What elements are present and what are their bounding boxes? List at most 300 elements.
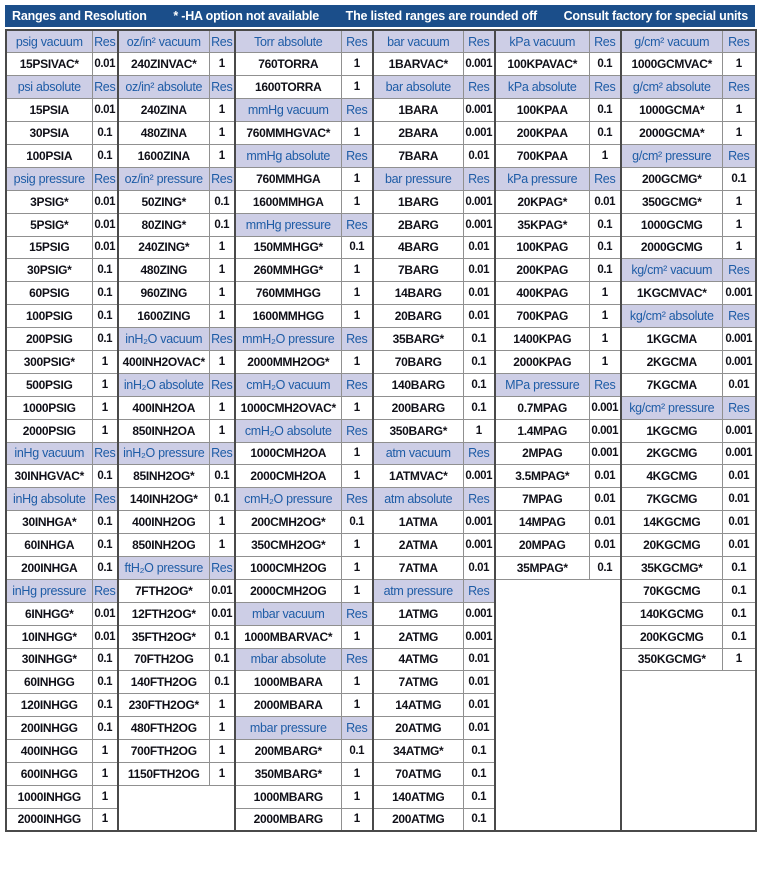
res-column-header: Res — [209, 167, 235, 190]
resolution-cell: 1 — [341, 282, 373, 305]
range-cell: 260MMHGG* — [235, 259, 341, 282]
range-cell: 200BARG — [373, 396, 463, 419]
range-cell: 480ZING — [118, 259, 209, 282]
resolution-cell: 1 — [722, 99, 756, 122]
resolution-cell: 0.001 — [722, 419, 756, 442]
resolution-cell: 1 — [722, 53, 756, 76]
resolution-cell: 0.1 — [209, 488, 235, 511]
resolution-cell: 0.1 — [92, 122, 118, 145]
table-row — [6, 167, 756, 190]
table-row — [6, 465, 756, 488]
unit-section-header: inH₂O pressure — [118, 442, 209, 465]
range-cell: 1ATMG — [373, 602, 463, 625]
resolution-cell: 0.01 — [209, 579, 235, 602]
range-cell: 15PSIVAC* — [6, 53, 92, 76]
range-cell: 2000MMH2OG* — [235, 350, 341, 373]
resolution-cell: 0.1 — [209, 190, 235, 213]
resolution-cell: 1 — [341, 396, 373, 419]
resolution-cell: 1 — [92, 373, 118, 396]
range-cell: 2BARA — [373, 122, 463, 145]
resolution-cell: 1 — [341, 579, 373, 602]
range-cell: 30INHGA* — [6, 511, 92, 534]
range-cell: 2MPAG — [495, 442, 589, 465]
resolution-cell: 1 — [341, 76, 373, 99]
unit-section-header: oz/in² vacuum — [118, 30, 209, 53]
unit-section-header: cmH₂O absolute — [235, 419, 341, 442]
resolution-cell: 0.01 — [722, 373, 756, 396]
resolution-cell: 0.1 — [92, 671, 118, 694]
range-cell: 140INH2OG* — [118, 488, 209, 511]
range-cell: 1600ZING — [118, 305, 209, 328]
unit-section-header: mmHg vacuum — [235, 99, 341, 122]
resolution-cell: 0.001 — [722, 328, 756, 351]
unit-section-header: cmH₂O pressure — [235, 488, 341, 511]
range-cell: 200PSIG — [6, 328, 92, 351]
resolution-cell: 0.001 — [463, 511, 495, 534]
table-row — [6, 579, 756, 602]
resolution-cell: 1 — [209, 534, 235, 557]
res-column-header: Res — [341, 213, 373, 236]
table-row — [6, 305, 756, 328]
range-cell: 15PSIG — [6, 236, 92, 259]
range-cell: 35MPAG* — [495, 556, 589, 579]
range-cell: 1KGCMVAC* — [621, 282, 722, 305]
resolution-cell: 0.01 — [722, 534, 756, 557]
res-column-header: Res — [463, 167, 495, 190]
range-cell: 34ATMG* — [373, 740, 463, 763]
range-cell: 2000CMH2OA — [235, 465, 341, 488]
unit-section-header: mmHg absolute — [235, 144, 341, 167]
resolution-cell: 0.001 — [463, 122, 495, 145]
range-cell: 4ATMG — [373, 648, 463, 671]
resolution-cell: 0.1 — [463, 328, 495, 351]
resolution-cell: 1 — [341, 808, 373, 831]
resolution-cell: 1 — [463, 419, 495, 442]
range-cell: 350CMH2OG* — [235, 534, 341, 557]
range-cell: 1400KPAG — [495, 328, 589, 351]
range-cell: 400KPAG — [495, 282, 589, 305]
resolution-cell: 0.01 — [463, 259, 495, 282]
range-cell: 7KGCMA — [621, 373, 722, 396]
resolution-cell: 0.1 — [463, 808, 495, 831]
unit-section-header: g/cm² vacuum — [621, 30, 722, 53]
res-column-header: Res — [463, 579, 495, 602]
resolution-cell: 1 — [209, 144, 235, 167]
table-row — [6, 511, 756, 534]
table-row — [6, 648, 756, 671]
range-cell: 2000INHGG — [6, 808, 92, 831]
range-cell: 200KPAA — [495, 122, 589, 145]
unit-section-header: psig vacuum — [6, 30, 92, 53]
resolution-cell: 0.1 — [92, 465, 118, 488]
resolution-cell: 1 — [722, 213, 756, 236]
resolution-cell: 1 — [209, 763, 235, 786]
range-cell: 120INHGG — [6, 694, 92, 717]
ha-option-note: * -HA option not available — [173, 9, 320, 23]
range-cell: 2BARG — [373, 213, 463, 236]
range-cell: 1000MBARG — [235, 785, 341, 808]
range-cell: 760MMHGG — [235, 282, 341, 305]
resolution-cell: 0.01 — [722, 511, 756, 534]
resolution-cell: 0.1 — [722, 579, 756, 602]
res-column-header: Res — [722, 259, 756, 282]
resolution-cell: 0.1 — [341, 236, 373, 259]
range-cell: 7MPAG — [495, 488, 589, 511]
range-cell: 50ZING* — [118, 190, 209, 213]
range-cell: 1BARA — [373, 99, 463, 122]
unit-section-header: kPa absolute — [495, 76, 589, 99]
resolution-cell: 0.1 — [589, 556, 621, 579]
range-cell: 10INHGG* — [6, 625, 92, 648]
unit-section-header: bar pressure — [373, 167, 463, 190]
res-column-header: Res — [92, 76, 118, 99]
range-cell: 350BARG* — [373, 419, 463, 442]
range-cell: 1000GCMG — [621, 213, 722, 236]
res-column-header: Res — [463, 442, 495, 465]
unit-section-header: bar vacuum — [373, 30, 463, 53]
res-column-header: Res — [589, 167, 621, 190]
range-cell: 1600TORRA — [235, 76, 341, 99]
resolution-cell: 1 — [92, 350, 118, 373]
resolution-cell: 0.1 — [589, 53, 621, 76]
unit-section-header: mmH₂O pressure — [235, 328, 341, 351]
resolution-cell: 1 — [341, 671, 373, 694]
range-cell: 850INH2OA — [118, 419, 209, 442]
res-column-header: Res — [92, 30, 118, 53]
resolution-cell: 1 — [209, 717, 235, 740]
range-cell: 30INHGVAC* — [6, 465, 92, 488]
resolution-cell: 0.01 — [589, 465, 621, 488]
resolution-cell: 1 — [341, 763, 373, 786]
table-row — [6, 236, 756, 259]
range-cell: 1000CMH2OA — [235, 442, 341, 465]
resolution-cell: 0.1 — [722, 556, 756, 579]
range-cell: 60PSIG — [6, 282, 92, 305]
res-column-header: Res — [209, 76, 235, 99]
resolution-cell: 0.001 — [463, 602, 495, 625]
range-cell: 350GCMG* — [621, 190, 722, 213]
resolution-cell: 0.1 — [92, 259, 118, 282]
resolution-cell: 0.01 — [92, 53, 118, 76]
resolution-cell: 0.1 — [722, 167, 756, 190]
range-cell: 20KPAG* — [495, 190, 589, 213]
resolution-cell: 0.01 — [463, 671, 495, 694]
range-cell: 2000MBARG — [235, 808, 341, 831]
resolution-cell: 1 — [209, 350, 235, 373]
res-column-header: Res — [341, 602, 373, 625]
res-column-header: Res — [463, 30, 495, 53]
range-cell: 1BARVAC* — [373, 53, 463, 76]
resolution-cell: 1 — [209, 236, 235, 259]
rounded-ranges-note: The listed ranges are rounded off — [345, 9, 537, 23]
range-cell: 1600ZINA — [118, 144, 209, 167]
unit-section-header: kg/cm² vacuum — [621, 259, 722, 282]
res-column-header: Res — [589, 373, 621, 396]
range-cell: 7BARG — [373, 259, 463, 282]
table-row — [6, 259, 756, 282]
range-cell: 1150FTH2OG — [118, 763, 209, 786]
resolution-cell: 1 — [341, 556, 373, 579]
res-column-header: Res — [589, 76, 621, 99]
table-row — [6, 328, 756, 351]
resolution-cell: 1 — [209, 419, 235, 442]
range-cell: 760MMHGVAC* — [235, 122, 341, 145]
resolution-cell: 0.1 — [589, 99, 621, 122]
resolution-cell: 0.01 — [463, 648, 495, 671]
resolution-cell: 0.1 — [722, 625, 756, 648]
resolution-cell: 0.1 — [589, 122, 621, 145]
range-cell: 14MPAG — [495, 511, 589, 534]
table-row — [6, 190, 756, 213]
resolution-cell: 0.1 — [589, 236, 621, 259]
resolution-cell: 0.01 — [463, 144, 495, 167]
unit-section-header: oz/in² pressure — [118, 167, 209, 190]
res-column-header: Res — [341, 373, 373, 396]
unit-section-header: oz/in² absolute — [118, 76, 209, 99]
resolution-cell: 0.1 — [92, 511, 118, 534]
table-row — [6, 534, 756, 557]
range-cell: 2000GCMG — [621, 236, 722, 259]
resolution-cell: 1 — [341, 694, 373, 717]
resolution-cell: 0.1 — [463, 350, 495, 373]
resolution-cell: 1 — [341, 122, 373, 145]
range-cell: 70BARG — [373, 350, 463, 373]
range-cell: 35KGCMG* — [621, 556, 722, 579]
range-cell: 1KGCMG — [621, 419, 722, 442]
resolution-cell: 0.1 — [92, 144, 118, 167]
resolution-cell: 0.01 — [209, 602, 235, 625]
res-column-header: Res — [209, 30, 235, 53]
table-row — [6, 488, 756, 511]
range-cell: 1000MBARVAC* — [235, 625, 341, 648]
resolution-cell: 1 — [209, 740, 235, 763]
table-row — [6, 122, 756, 145]
table-row — [6, 350, 756, 373]
unit-section-header: mbar vacuum — [235, 602, 341, 625]
range-cell: 240ZINVAC* — [118, 53, 209, 76]
table-row — [6, 144, 756, 167]
unit-section-header: mbar pressure — [235, 717, 341, 740]
range-cell: 140ATMG — [373, 785, 463, 808]
resolution-cell: 1 — [341, 350, 373, 373]
range-cell: 1000PSIG — [6, 396, 92, 419]
resolution-cell: 1 — [209, 694, 235, 717]
range-cell: 14BARG — [373, 282, 463, 305]
resolution-cell: 0.01 — [463, 236, 495, 259]
resolution-cell: 1 — [722, 190, 756, 213]
resolution-cell: 0.01 — [463, 282, 495, 305]
resolution-cell: 1 — [209, 305, 235, 328]
range-cell: 20ATMG — [373, 717, 463, 740]
range-cell: 140KGCMG — [621, 602, 722, 625]
table-row — [6, 556, 756, 579]
range-cell: 7BARA — [373, 144, 463, 167]
table-title-bar — [5, 5, 755, 27]
range-cell: 2ATMG — [373, 625, 463, 648]
unit-section-header: mbar absolute — [235, 648, 341, 671]
resolution-cell: 0.1 — [463, 396, 495, 419]
unit-section-header: atm pressure — [373, 579, 463, 602]
res-column-header: Res — [341, 144, 373, 167]
resolution-cell: 1 — [589, 144, 621, 167]
range-cell: 200KGCMG — [621, 625, 722, 648]
resolution-cell: 0.1 — [209, 648, 235, 671]
resolution-cell: 1 — [341, 190, 373, 213]
resolution-cell: 0.01 — [463, 305, 495, 328]
resolution-cell: 0.001 — [589, 419, 621, 442]
range-cell: 1000MBARA — [235, 671, 341, 694]
resolution-cell: 0.001 — [722, 442, 756, 465]
resolution-cell: 0.1 — [209, 213, 235, 236]
range-cell: 14ATMG — [373, 694, 463, 717]
resolution-cell: 1 — [209, 396, 235, 419]
range-cell: 480FTH2OG — [118, 717, 209, 740]
resolution-cell: 1 — [341, 534, 373, 557]
range-cell: 100KPAG — [495, 236, 589, 259]
range-cell: 350KGCMG* — [621, 648, 722, 671]
res-column-header: Res — [209, 442, 235, 465]
ranges-resolution-table — [5, 29, 757, 832]
resolution-cell: 0.001 — [463, 625, 495, 648]
range-cell: 2000KPAG — [495, 350, 589, 373]
range-cell: 1000INHGG — [6, 785, 92, 808]
range-cell: 1600MMHGA — [235, 190, 341, 213]
range-cell: 60INHGA — [6, 534, 92, 557]
range-cell: 35KPAG* — [495, 213, 589, 236]
res-column-header: Res — [341, 328, 373, 351]
resolution-cell: 1 — [589, 305, 621, 328]
resolution-cell: 1 — [341, 465, 373, 488]
table-row — [6, 99, 756, 122]
table-row — [6, 282, 756, 305]
range-cell: 3.5MPAG* — [495, 465, 589, 488]
resolution-cell: 0.1 — [463, 373, 495, 396]
resolution-cell: 0.001 — [463, 534, 495, 557]
resolution-cell: 0.01 — [463, 717, 495, 740]
range-cell: 60INHGG — [6, 671, 92, 694]
resolution-cell: 0.1 — [209, 671, 235, 694]
resolution-cell: 0.01 — [92, 99, 118, 122]
range-cell: 600INHGG — [6, 763, 92, 786]
range-cell: 1ATMA — [373, 511, 463, 534]
range-cell: 70FTH2OG — [118, 648, 209, 671]
range-cell: 2ATMA — [373, 534, 463, 557]
resolution-cell: 0.001 — [463, 213, 495, 236]
range-cell: 240ZINA — [118, 99, 209, 122]
res-column-header: Res — [341, 648, 373, 671]
res-column-header: Res — [92, 442, 118, 465]
unit-section-header: psi absolute — [6, 76, 92, 99]
empty-cell — [118, 785, 235, 831]
resolution-cell: 1 — [341, 625, 373, 648]
unit-section-header: inHg vacuum — [6, 442, 92, 465]
resolution-cell: 0.001 — [463, 190, 495, 213]
resolution-cell: 1 — [589, 350, 621, 373]
range-cell: 1000CMH2OG — [235, 556, 341, 579]
table-row — [6, 76, 756, 99]
range-cell: 400INHGG — [6, 740, 92, 763]
range-cell: 4BARG — [373, 236, 463, 259]
unit-section-header: atm vacuum — [373, 442, 463, 465]
range-cell: 1000GCMVAC* — [621, 53, 722, 76]
range-cell: 7ATMA — [373, 556, 463, 579]
range-cell: 400INH2OA — [118, 396, 209, 419]
range-cell: 1.4MPAG — [495, 419, 589, 442]
resolution-cell: 0.1 — [722, 602, 756, 625]
range-cell: 1000CMH2OVAC* — [235, 396, 341, 419]
table-row — [6, 625, 756, 648]
resolution-cell: 0.1 — [589, 213, 621, 236]
range-cell: 200KPAG — [495, 259, 589, 282]
res-column-header: Res — [92, 579, 118, 602]
resolution-cell: 0.01 — [722, 488, 756, 511]
resolution-cell: 0.1 — [209, 625, 235, 648]
unit-section-header: mmHg pressure — [235, 213, 341, 236]
range-cell: 100KPAVAC* — [495, 53, 589, 76]
resolution-cell: 0.1 — [463, 740, 495, 763]
resolution-cell: 1 — [92, 808, 118, 831]
resolution-cell: 1 — [722, 648, 756, 671]
range-cell: 2000CMH2OG — [235, 579, 341, 602]
unit-section-header: inHg absolute — [6, 488, 92, 511]
range-cell: 0.7MPAG — [495, 396, 589, 419]
range-cell: 20MPAG — [495, 534, 589, 557]
resolution-cell: 1 — [722, 122, 756, 145]
range-cell: 100PSIA — [6, 144, 92, 167]
resolution-cell: 0.1 — [92, 556, 118, 579]
res-column-header: Res — [209, 328, 235, 351]
resolution-cell: 0.1 — [92, 534, 118, 557]
res-column-header: Res — [463, 76, 495, 99]
range-cell: 100KPAA — [495, 99, 589, 122]
resolution-cell: 1 — [722, 236, 756, 259]
resolution-cell: 1 — [341, 305, 373, 328]
resolution-cell: 1 — [589, 328, 621, 351]
unit-section-header: Torr absolute — [235, 30, 341, 53]
resolution-cell: 0.1 — [341, 511, 373, 534]
range-cell: 30PSIG* — [6, 259, 92, 282]
resolution-cell: 0.1 — [463, 763, 495, 786]
resolution-cell: 0.01 — [92, 190, 118, 213]
range-cell: 400INH2OVAC* — [118, 350, 209, 373]
resolution-cell: 0.1 — [209, 465, 235, 488]
resolution-cell: 1 — [92, 763, 118, 786]
resolution-cell: 0.001 — [589, 396, 621, 419]
resolution-cell: 1 — [92, 419, 118, 442]
range-cell: 30INHGG* — [6, 648, 92, 671]
range-cell: 200MBARG* — [235, 740, 341, 763]
table-row — [6, 30, 756, 53]
resolution-cell: 0.01 — [92, 602, 118, 625]
table-row — [6, 442, 756, 465]
resolution-cell: 1 — [589, 282, 621, 305]
resolution-cell: 0.01 — [92, 236, 118, 259]
unit-section-header: bar absolute — [373, 76, 463, 99]
res-column-header: Res — [341, 419, 373, 442]
resolution-cell: 1 — [341, 53, 373, 76]
range-cell: 230FTH2OG* — [118, 694, 209, 717]
empty-cell — [495, 579, 621, 831]
resolution-cell: 0.001 — [722, 282, 756, 305]
range-cell: 2000GCMA* — [621, 122, 722, 145]
range-cell: 480ZINA — [118, 122, 209, 145]
res-column-header: Res — [341, 30, 373, 53]
resolution-cell: 0.01 — [92, 213, 118, 236]
res-column-header: Res — [722, 396, 756, 419]
range-cell: 7ATMG — [373, 671, 463, 694]
range-cell: 200INHGA — [6, 556, 92, 579]
resolution-cell: 1 — [92, 785, 118, 808]
